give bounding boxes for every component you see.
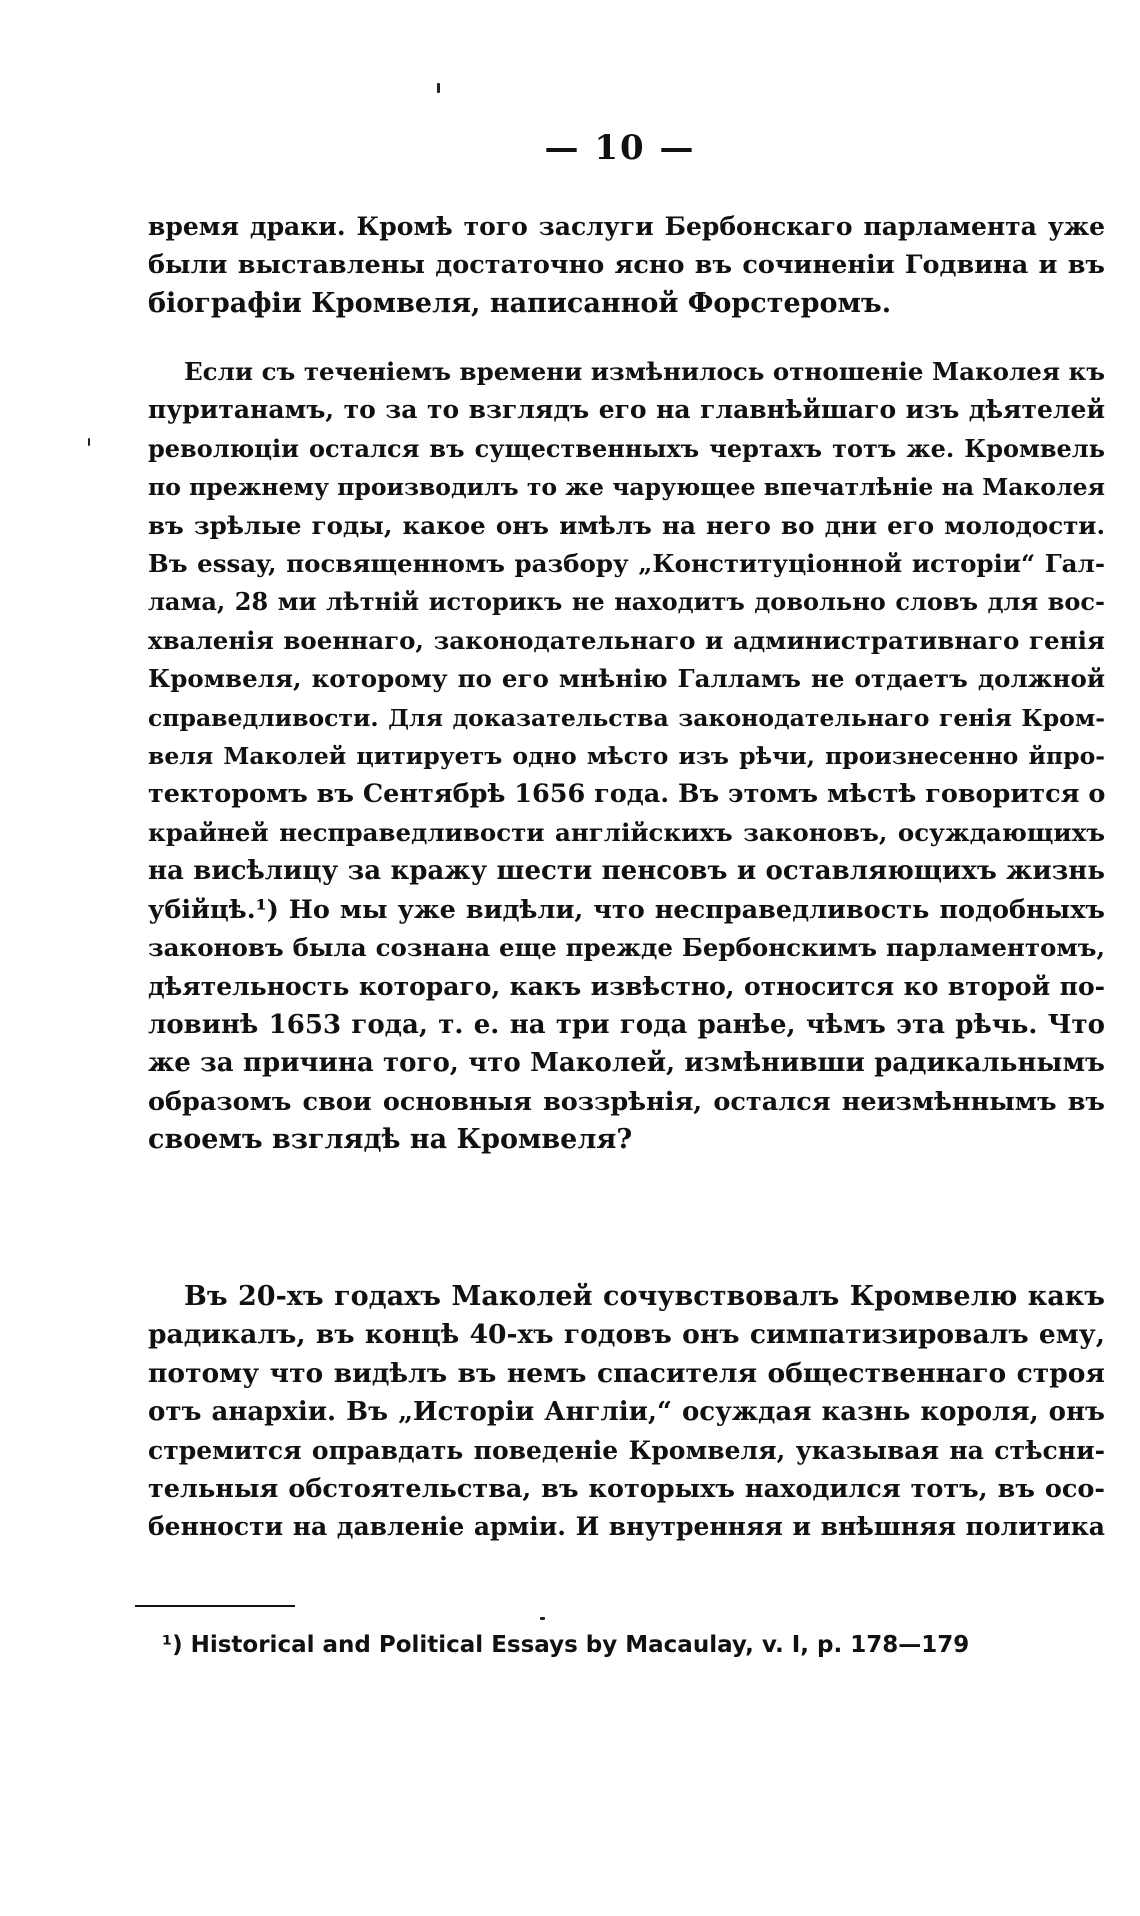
text-line: своемъ взглядѣ на Кромвеля? — [148, 1124, 633, 1156]
text-line: справедливости. Для доказательства законодательнаго генія Кром- — [148, 703, 1105, 732]
text-line: въ зрѣлые годы, какое онъ имѣлъ на него во дни его молодости. — [148, 510, 1105, 540]
text-line: бенности на давленіе арміи. И внутренняя и внѣшняя политика — [148, 1512, 1105, 1542]
text-line: ловинѣ 1653 года, т. е. на три года ранѣе, чѣмъ эта рѣчь. Что — [148, 1009, 1105, 1040]
text-line: законовъ была сознана еще прежде Бербонскимъ парламентомъ, — [148, 933, 1105, 963]
text-line: отъ анархіи. Въ „Исторіи Англіи,“ осуждая казнь короля, онъ — [148, 1397, 1105, 1428]
text-line: дѣятельность котораго, какъ извѣстно, относится ко второй по- — [148, 971, 1105, 1001]
text-line: тельныя обстоятельства, въ которыхъ находился тотъ, въ осо- — [148, 1474, 1105, 1505]
text-line: Если съ теченіемъ времени измѣнилось отношеніе Маколея къ — [184, 357, 1105, 386]
text-line: по прежнему производилъ то же чарующее впечатлѣніе на Маколея — [148, 473, 1105, 502]
text-line: были выставлены достаточно ясно въ сочиненіи Годвина и въ — [148, 250, 1105, 281]
text-line: Въ essay, посвященномъ разбору „Конституціонной исторіи“ Гал- — [148, 549, 1105, 579]
text-line: стремится оправдать поведеніе Кромвеля, указывая на стѣсни- — [148, 1435, 1105, 1465]
text-line: Кромвеля, которому по его мнѣнію Галламъ не отдаетъ должной — [148, 664, 1105, 694]
text-line: на висѣлицу за кражу шести пенсовъ и оставляющихъ жизнь — [148, 856, 1105, 887]
text-line: убійцѣ.¹) Но мы уже видѣли, что несправедливость подобныхъ — [148, 894, 1105, 925]
text-line: образомъ свои основныя воззрѣнія, остался неизмѣннымъ въ — [148, 1086, 1105, 1117]
text-line: біографіи Кромвеля, написанной Форстеромъ. — [148, 287, 892, 319]
footnote-divider — [135, 1605, 295, 1607]
text-line: время драки. Кромѣ того заслуги Бербонскаго парламента уже — [148, 212, 1105, 241]
text-line: Въ 20-хъ годахъ Маколей сочувствовалъ Кромвелю какъ — [184, 1281, 1105, 1312]
page-number: — 10 — — [544, 128, 696, 168]
text-line: революціи остался въ существенныхъ чертахъ тотъ же. Кромвель — [148, 433, 1105, 463]
text-line: потому что видѣлъ въ немъ спасителя общественнаго строя — [148, 1357, 1105, 1389]
text-line: крайней несправедливости англійскихъ законовъ, осуждающихъ — [148, 817, 1105, 847]
scan-speck — [437, 83, 440, 93]
text-line: веля Маколей цитируетъ одно мѣсто изъ рѣчи, произнесенно йпро- — [148, 742, 1105, 771]
paragraph-3 — [148, 1278, 1105, 1547]
text-line: текторомъ въ Сентябрѣ 1656 года. Въ этомъ мѣстѣ говорится о — [148, 779, 1106, 810]
text-line: радикалъ, въ концѣ 40-хъ годовъ онъ симпатизировалъ ему, — [148, 1319, 1105, 1351]
scan-speck — [540, 1617, 545, 1620]
scan-speck — [88, 438, 90, 446]
text-line: же за причина того, что Маколей, измѣнивши радикальнымъ — [148, 1048, 1105, 1079]
paragraph-1 — [148, 208, 1105, 323]
footnote: ¹) Historical and Political Essays by Macaulay, v. I, p. 178—179 — [162, 1632, 970, 1658]
text-line: хваленія военнаго, законодательнаго и административнаго генія — [148, 625, 1105, 655]
text-line: лама, 28 ми лѣтній историкъ не находитъ довольно словъ для вос- — [148, 587, 1105, 617]
paragraph-2 — [148, 353, 1105, 1160]
text-line: пуританамъ, то за то взглядъ его на главнѣйшаго изъ дѣятелей — [148, 395, 1105, 425]
